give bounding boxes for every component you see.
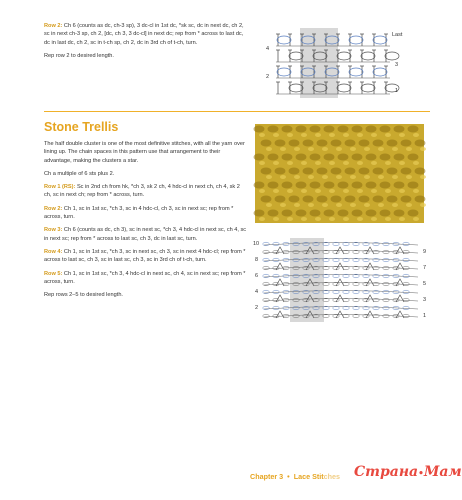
row-3 bbox=[44, 226, 247, 243]
swatch-hole bbox=[373, 140, 384, 147]
chart-row-number: 10 bbox=[253, 241, 260, 247]
chapter-label: Chapter 3 bbox=[250, 472, 284, 481]
swatch-hole bbox=[261, 168, 272, 175]
chart-chain-stitch bbox=[263, 242, 269, 246]
swatch-hole bbox=[387, 196, 398, 203]
swatch-hole bbox=[366, 126, 377, 133]
swatch-highlight bbox=[399, 217, 405, 221]
swatch-hole bbox=[254, 210, 265, 217]
swatch-hole bbox=[261, 140, 272, 147]
swatch-highlight bbox=[357, 189, 363, 193]
swatch-highlight bbox=[322, 203, 328, 207]
section-title: Stone Trellis bbox=[44, 120, 119, 134]
chart-chain-stitch bbox=[263, 306, 269, 310]
chart-chain-stitch bbox=[263, 290, 269, 294]
swatch-highlight bbox=[378, 147, 384, 151]
chart-chain-row bbox=[264, 307, 418, 310]
swatch-highlight bbox=[329, 161, 335, 165]
swatch-highlight bbox=[259, 161, 265, 165]
chart-rows bbox=[263, 242, 418, 318]
chart-row-number: 2 bbox=[266, 74, 270, 80]
swatch-hole bbox=[380, 182, 391, 189]
chart-chain-stitch bbox=[383, 290, 389, 294]
swatch-hole bbox=[394, 126, 405, 133]
section-label: Lace Stit bbox=[293, 472, 324, 481]
swatch-highlight bbox=[364, 147, 370, 151]
chart-row-number: 5 bbox=[423, 281, 427, 287]
swatch-highlight bbox=[385, 189, 391, 193]
swatch-hole bbox=[282, 154, 293, 161]
swatch-photo bbox=[255, 124, 424, 223]
swatch-highlight bbox=[413, 133, 419, 137]
swatch-hole bbox=[415, 140, 426, 147]
swatch-highlight bbox=[266, 175, 272, 179]
footer-bullet: • bbox=[287, 472, 290, 481]
swatch-highlight bbox=[287, 217, 293, 221]
swatch-hole bbox=[401, 140, 412, 147]
swatch-highlight bbox=[315, 189, 321, 193]
chart-row-number: 4 bbox=[255, 289, 259, 295]
chart-row-number: 2 bbox=[255, 305, 259, 311]
top-pattern-text bbox=[44, 22, 244, 61]
swatch-hole bbox=[282, 126, 293, 133]
chart-chain-stitch bbox=[383, 258, 389, 262]
chart-last-label: Last bbox=[392, 32, 403, 38]
swatch-hole bbox=[331, 140, 342, 147]
swatch-highlight bbox=[329, 217, 335, 221]
swatch-hole bbox=[359, 168, 370, 175]
swatch-highlight bbox=[406, 175, 412, 179]
chart-row-number: 9 bbox=[423, 249, 427, 255]
swatch-highlight bbox=[266, 203, 272, 207]
row-label: Row 2: bbox=[44, 205, 63, 212]
swatch-highlight bbox=[378, 175, 384, 179]
swatch-hole bbox=[352, 126, 363, 133]
chart-chain-stitch bbox=[373, 306, 379, 310]
swatch-highlight bbox=[357, 161, 363, 165]
swatch-highlight bbox=[287, 133, 293, 137]
chart-chain-stitch bbox=[373, 258, 379, 262]
swatch-highlight bbox=[336, 147, 342, 151]
chart-row-number: 1 bbox=[423, 313, 427, 319]
swatch-highlight bbox=[350, 203, 356, 207]
chart-chain-stitch bbox=[263, 274, 269, 278]
swatch-hole bbox=[408, 154, 419, 161]
swatch-hole bbox=[254, 154, 265, 161]
swatch-highlight bbox=[280, 147, 286, 151]
swatch-hole bbox=[387, 168, 398, 175]
swatch-hole bbox=[338, 154, 349, 161]
swatch-hole bbox=[373, 168, 384, 175]
swatch-hole bbox=[331, 196, 342, 203]
chart-chain-stitch bbox=[373, 290, 379, 294]
swatch-highlight bbox=[287, 161, 293, 165]
swatch-hole bbox=[254, 182, 265, 189]
swatch-hole bbox=[380, 210, 391, 217]
swatch-hole bbox=[345, 140, 356, 147]
chart-chain-row bbox=[264, 251, 418, 254]
chart-chain-arc bbox=[361, 52, 375, 60]
swatch-highlight bbox=[294, 175, 300, 179]
swatch-hole bbox=[366, 154, 377, 161]
swatch-hole bbox=[254, 126, 265, 133]
swatch-hole bbox=[275, 140, 286, 147]
chart-chain-arc bbox=[337, 84, 351, 92]
swatch-hole bbox=[317, 140, 328, 147]
swatch-hole bbox=[303, 168, 314, 175]
swatch-highlight bbox=[399, 189, 405, 193]
swatch-highlight bbox=[287, 189, 293, 193]
section-label-faded: ches bbox=[323, 472, 341, 481]
swatch-highlight bbox=[399, 161, 405, 165]
chart-row-number: 1 bbox=[395, 88, 399, 94]
chart-chain-stitch bbox=[263, 314, 269, 318]
swatch-highlight bbox=[343, 217, 349, 221]
chart-row-number: 6 bbox=[255, 273, 259, 279]
swatch-highlight bbox=[259, 133, 265, 137]
swatch-hole bbox=[338, 182, 349, 189]
swatch-highlight bbox=[357, 133, 363, 137]
intro-paragraph: The half double cluster is one of the most definitive stitches, with all the yarn over lining up. The chain spaces in this pattern use that arrangement to their advantage, making the clusters a star. bbox=[44, 141, 245, 164]
swatch-highlight bbox=[259, 217, 265, 221]
swatch-hole bbox=[296, 182, 307, 189]
swatch-hole bbox=[387, 140, 398, 147]
swatch-highlight bbox=[329, 133, 335, 137]
swatch-highlight bbox=[357, 217, 363, 221]
chart-chain-row bbox=[264, 291, 418, 294]
swatch-highlight bbox=[371, 189, 377, 193]
chart-row-number: 4 bbox=[266, 46, 270, 52]
row-4 bbox=[44, 248, 247, 265]
swatch-highlight bbox=[343, 161, 349, 165]
watermark-text: Страна bbox=[354, 464, 419, 480]
repeat-note: Rep rows 2–5 to desired length. bbox=[44, 292, 123, 299]
swatch-highlight bbox=[392, 203, 398, 207]
swatch-highlight bbox=[273, 217, 279, 221]
swatch-highlight bbox=[350, 147, 356, 151]
chart-row-number: 8 bbox=[255, 257, 259, 263]
swatch-hole bbox=[310, 126, 321, 133]
swatch-highlight bbox=[364, 175, 370, 179]
swatch-hole bbox=[289, 168, 300, 175]
swatch-hole bbox=[275, 168, 286, 175]
swatch-hole bbox=[359, 196, 370, 203]
row-label: Row 3: bbox=[44, 227, 63, 234]
chart-chain-stitch bbox=[383, 282, 389, 286]
swatch-highlight bbox=[301, 161, 307, 165]
chart-chain-stitch bbox=[263, 298, 269, 302]
row-5 bbox=[44, 270, 247, 287]
chart-chain-arc bbox=[361, 84, 375, 92]
row-label: Row 5: bbox=[44, 270, 63, 277]
swatch-hole bbox=[366, 210, 377, 217]
swatch-highlight bbox=[392, 147, 398, 151]
row-label: Row 4: bbox=[44, 248, 63, 255]
swatch-highlight bbox=[315, 217, 321, 221]
swatch-hole bbox=[324, 210, 335, 217]
swatch-hole bbox=[261, 196, 272, 203]
swatch-highlight bbox=[280, 175, 286, 179]
watermark-text-2: Мам bbox=[423, 464, 462, 480]
swatch-hole bbox=[394, 154, 405, 161]
chart-row-number: 7 bbox=[423, 265, 427, 271]
swatch-hole bbox=[296, 210, 307, 217]
chart-chain-stitch bbox=[373, 242, 379, 246]
row-2 bbox=[44, 205, 247, 222]
swatch-highlight bbox=[385, 161, 391, 165]
watermark-logo bbox=[354, 464, 462, 492]
swatch-hole bbox=[317, 196, 328, 203]
swatch-hole bbox=[380, 126, 391, 133]
chart-chain-arc bbox=[373, 68, 387, 76]
chart-chain-stitch bbox=[383, 266, 389, 270]
row-instructions: Ch 6 (counts as dc, ch 3), sc in next sc, *ch 3, 4 hdc-cl in next sc, ch 4, sc in next sc; rep from * across to last sc, ch 3, dc in last sc, turn. bbox=[44, 227, 247, 242]
swatch-hole bbox=[310, 210, 321, 217]
swatch-highlight bbox=[413, 161, 419, 165]
swatch-hole bbox=[324, 182, 335, 189]
swatch-hole bbox=[317, 168, 328, 175]
page-footer bbox=[250, 472, 340, 481]
swatch-highlight bbox=[343, 189, 349, 193]
swatch-hole bbox=[359, 140, 370, 147]
swatch-hole bbox=[394, 182, 405, 189]
chart-row-number: 3 bbox=[395, 62, 399, 68]
section-divider bbox=[44, 111, 430, 112]
chart-chain-stitch bbox=[263, 282, 269, 286]
swatch-hole bbox=[331, 168, 342, 175]
swatch-hole bbox=[282, 210, 293, 217]
swatch-hole bbox=[282, 182, 293, 189]
swatch-highlight bbox=[406, 147, 412, 151]
swatch-hole bbox=[338, 126, 349, 133]
swatch-hole bbox=[324, 154, 335, 161]
swatch-hole bbox=[408, 182, 419, 189]
swatch-highlight bbox=[371, 217, 377, 221]
swatch-hole bbox=[345, 196, 356, 203]
swatch-hole bbox=[352, 154, 363, 161]
swatch-highlight bbox=[294, 147, 300, 151]
swatch-hole bbox=[310, 154, 321, 161]
swatch-highlight bbox=[294, 203, 300, 207]
watermark-dot: • bbox=[418, 469, 424, 479]
swatch-highlight bbox=[399, 133, 405, 137]
swatch-highlight bbox=[385, 133, 391, 137]
stone-trellis-chart bbox=[250, 236, 432, 326]
swatch-hole bbox=[401, 168, 412, 175]
chart-chain-stitch bbox=[383, 306, 389, 310]
chart-chain-row bbox=[264, 283, 418, 286]
chart-chain-row bbox=[264, 275, 418, 278]
swatch-highlight bbox=[273, 133, 279, 137]
swatch-hole bbox=[380, 154, 391, 161]
swatch-hole bbox=[275, 196, 286, 203]
chart-chain-arc bbox=[349, 36, 363, 44]
swatch-hole bbox=[296, 154, 307, 161]
swatch-highlight bbox=[420, 147, 426, 151]
swatch-highlight bbox=[371, 161, 377, 165]
row-instructions: Sc in 2nd ch from hk, *ch 3, sk 2 ch, 4 hdc-cl in next ch, ch 4, sk 2 ch, sc in next ch; rep from * across, turn. bbox=[44, 184, 240, 199]
swatch-highlight bbox=[420, 175, 426, 179]
row-label: Row 1 (RS): bbox=[44, 184, 76, 191]
chart-chain-row bbox=[264, 243, 418, 246]
swatch-hole bbox=[268, 126, 279, 133]
swatch-hole bbox=[415, 196, 426, 203]
swatch-hole bbox=[289, 140, 300, 147]
swatch-highlight bbox=[343, 133, 349, 137]
chart-chain-arc bbox=[277, 68, 291, 76]
chart-chain-row bbox=[264, 299, 418, 302]
swatch-highlight bbox=[301, 217, 307, 221]
row-instructions: Ch 1, sc in 1st sc, *ch 3, sc in 4 hdc-cl, ch 3, sc in next sc; rep from * across, turn. bbox=[44, 205, 234, 221]
swatch-hole bbox=[324, 126, 335, 133]
chart-chain-stitch bbox=[263, 266, 269, 270]
swatch-hole bbox=[401, 196, 412, 203]
swatch-highlight bbox=[350, 175, 356, 179]
swatch-hole bbox=[338, 210, 349, 217]
swatch-highlight bbox=[336, 203, 342, 207]
swatch-hole bbox=[352, 182, 363, 189]
chart-chain-arc bbox=[373, 36, 387, 44]
swatch-highlight bbox=[329, 189, 335, 193]
chart-row-number: 3 bbox=[423, 297, 427, 303]
swatch-highlight bbox=[336, 175, 342, 179]
swatch-highlight bbox=[392, 175, 398, 179]
swatch-highlight bbox=[420, 203, 426, 207]
swatch-hole bbox=[268, 182, 279, 189]
repeat-highlight bbox=[300, 28, 338, 98]
chart-chain-arc bbox=[349, 68, 363, 76]
swatch-highlight bbox=[308, 147, 314, 151]
swatch-highlight bbox=[266, 147, 272, 151]
chart-chain-arc bbox=[385, 52, 399, 60]
chart-chain-row bbox=[264, 315, 418, 318]
chart-chain-stitch bbox=[383, 242, 389, 246]
swatch-highlight bbox=[322, 175, 328, 179]
swatch-highlight bbox=[308, 203, 314, 207]
swatch-hole bbox=[310, 182, 321, 189]
swatch-highlight bbox=[280, 203, 286, 207]
chart-chain-arc bbox=[337, 52, 351, 60]
swatch-highlight bbox=[385, 217, 391, 221]
swatch-hole bbox=[366, 182, 377, 189]
top-row-2 bbox=[44, 22, 244, 47]
row-1 bbox=[44, 183, 247, 200]
swatch-hole bbox=[268, 210, 279, 217]
chart-chain-stitch bbox=[373, 274, 379, 278]
swatch-highlight bbox=[413, 217, 419, 221]
swatch-hole bbox=[268, 154, 279, 161]
swatch-highlight bbox=[301, 133, 307, 137]
swatch-hole bbox=[303, 196, 314, 203]
swatch-highlight bbox=[364, 203, 370, 207]
swatch-highlight bbox=[413, 189, 419, 193]
row-instructions: Ch 1, sc in 1st sc, *ch 3, sc in next sc, ch 3, sc in next 4 hdc-cl; rep from * across to last sc, ch 3, sc in last sc, ch 3, sc in 3rd ch of t-ch, turn. bbox=[44, 248, 246, 264]
chart-chain-row bbox=[264, 267, 418, 270]
top-repeat-note: Rep row 2 to desired length. bbox=[44, 53, 114, 60]
chart-chain-arc bbox=[277, 36, 291, 44]
chart-chain-stitch bbox=[383, 274, 389, 278]
swatch-hole bbox=[415, 168, 426, 175]
swatch-hole bbox=[408, 126, 419, 133]
chain-multiple: Ch a multiple of 6 sts plus 2. bbox=[44, 170, 115, 177]
swatch-highlight bbox=[259, 189, 265, 193]
section-text bbox=[44, 140, 247, 299]
swatch-highlight bbox=[371, 133, 377, 137]
swatch-highlight bbox=[273, 161, 279, 165]
swatch-hole bbox=[373, 196, 384, 203]
swatch-hole bbox=[289, 196, 300, 203]
swatch-highlight bbox=[322, 147, 328, 151]
swatch-highlight bbox=[273, 189, 279, 193]
swatch-highlight bbox=[315, 133, 321, 137]
chart-chain-stitch bbox=[383, 250, 389, 254]
swatch-hole bbox=[394, 210, 405, 217]
row-instructions: Ch 1, sc in 1st sc, *ch 3, 4 hdc-cl in next sc, ch 4, sc in next sc; rep from * across, turn. bbox=[44, 270, 246, 285]
swatch-highlight bbox=[315, 161, 321, 165]
swatch-hole bbox=[408, 210, 419, 217]
swatch-hole bbox=[296, 126, 307, 133]
chart-chain-stitch bbox=[383, 314, 389, 318]
chart-chain-stitch bbox=[263, 258, 269, 262]
swatch-highlight bbox=[308, 175, 314, 179]
chart-chain-stitch bbox=[263, 250, 269, 254]
swatch-hole bbox=[303, 140, 314, 147]
chart-chain-row bbox=[264, 259, 418, 262]
swatch-highlight bbox=[406, 203, 412, 207]
chart-chain-stitch bbox=[383, 298, 389, 302]
swatch-hole bbox=[345, 168, 356, 175]
swatch-hole bbox=[352, 210, 363, 217]
row-instructions: Ch 6 (counts as dc, ch-3 sp), 3 dc-cl in 1st dc, *sk sc, dc in next dc, ch 2, sc in next ch-3 sp, ch 2, [dc, ch 3, 3 dc-cl] in next dc; rep from * across to last dc, dc in last dc, ch 2, sc in t-ch sp, ch 2, dc in 3rd ch of t-ch, turn. bbox=[44, 23, 244, 46]
swatch-highlight bbox=[378, 203, 384, 207]
row-label: Row 2: bbox=[44, 23, 63, 29]
top-stitch-chart bbox=[262, 20, 412, 102]
swatch-highlight bbox=[301, 189, 307, 193]
